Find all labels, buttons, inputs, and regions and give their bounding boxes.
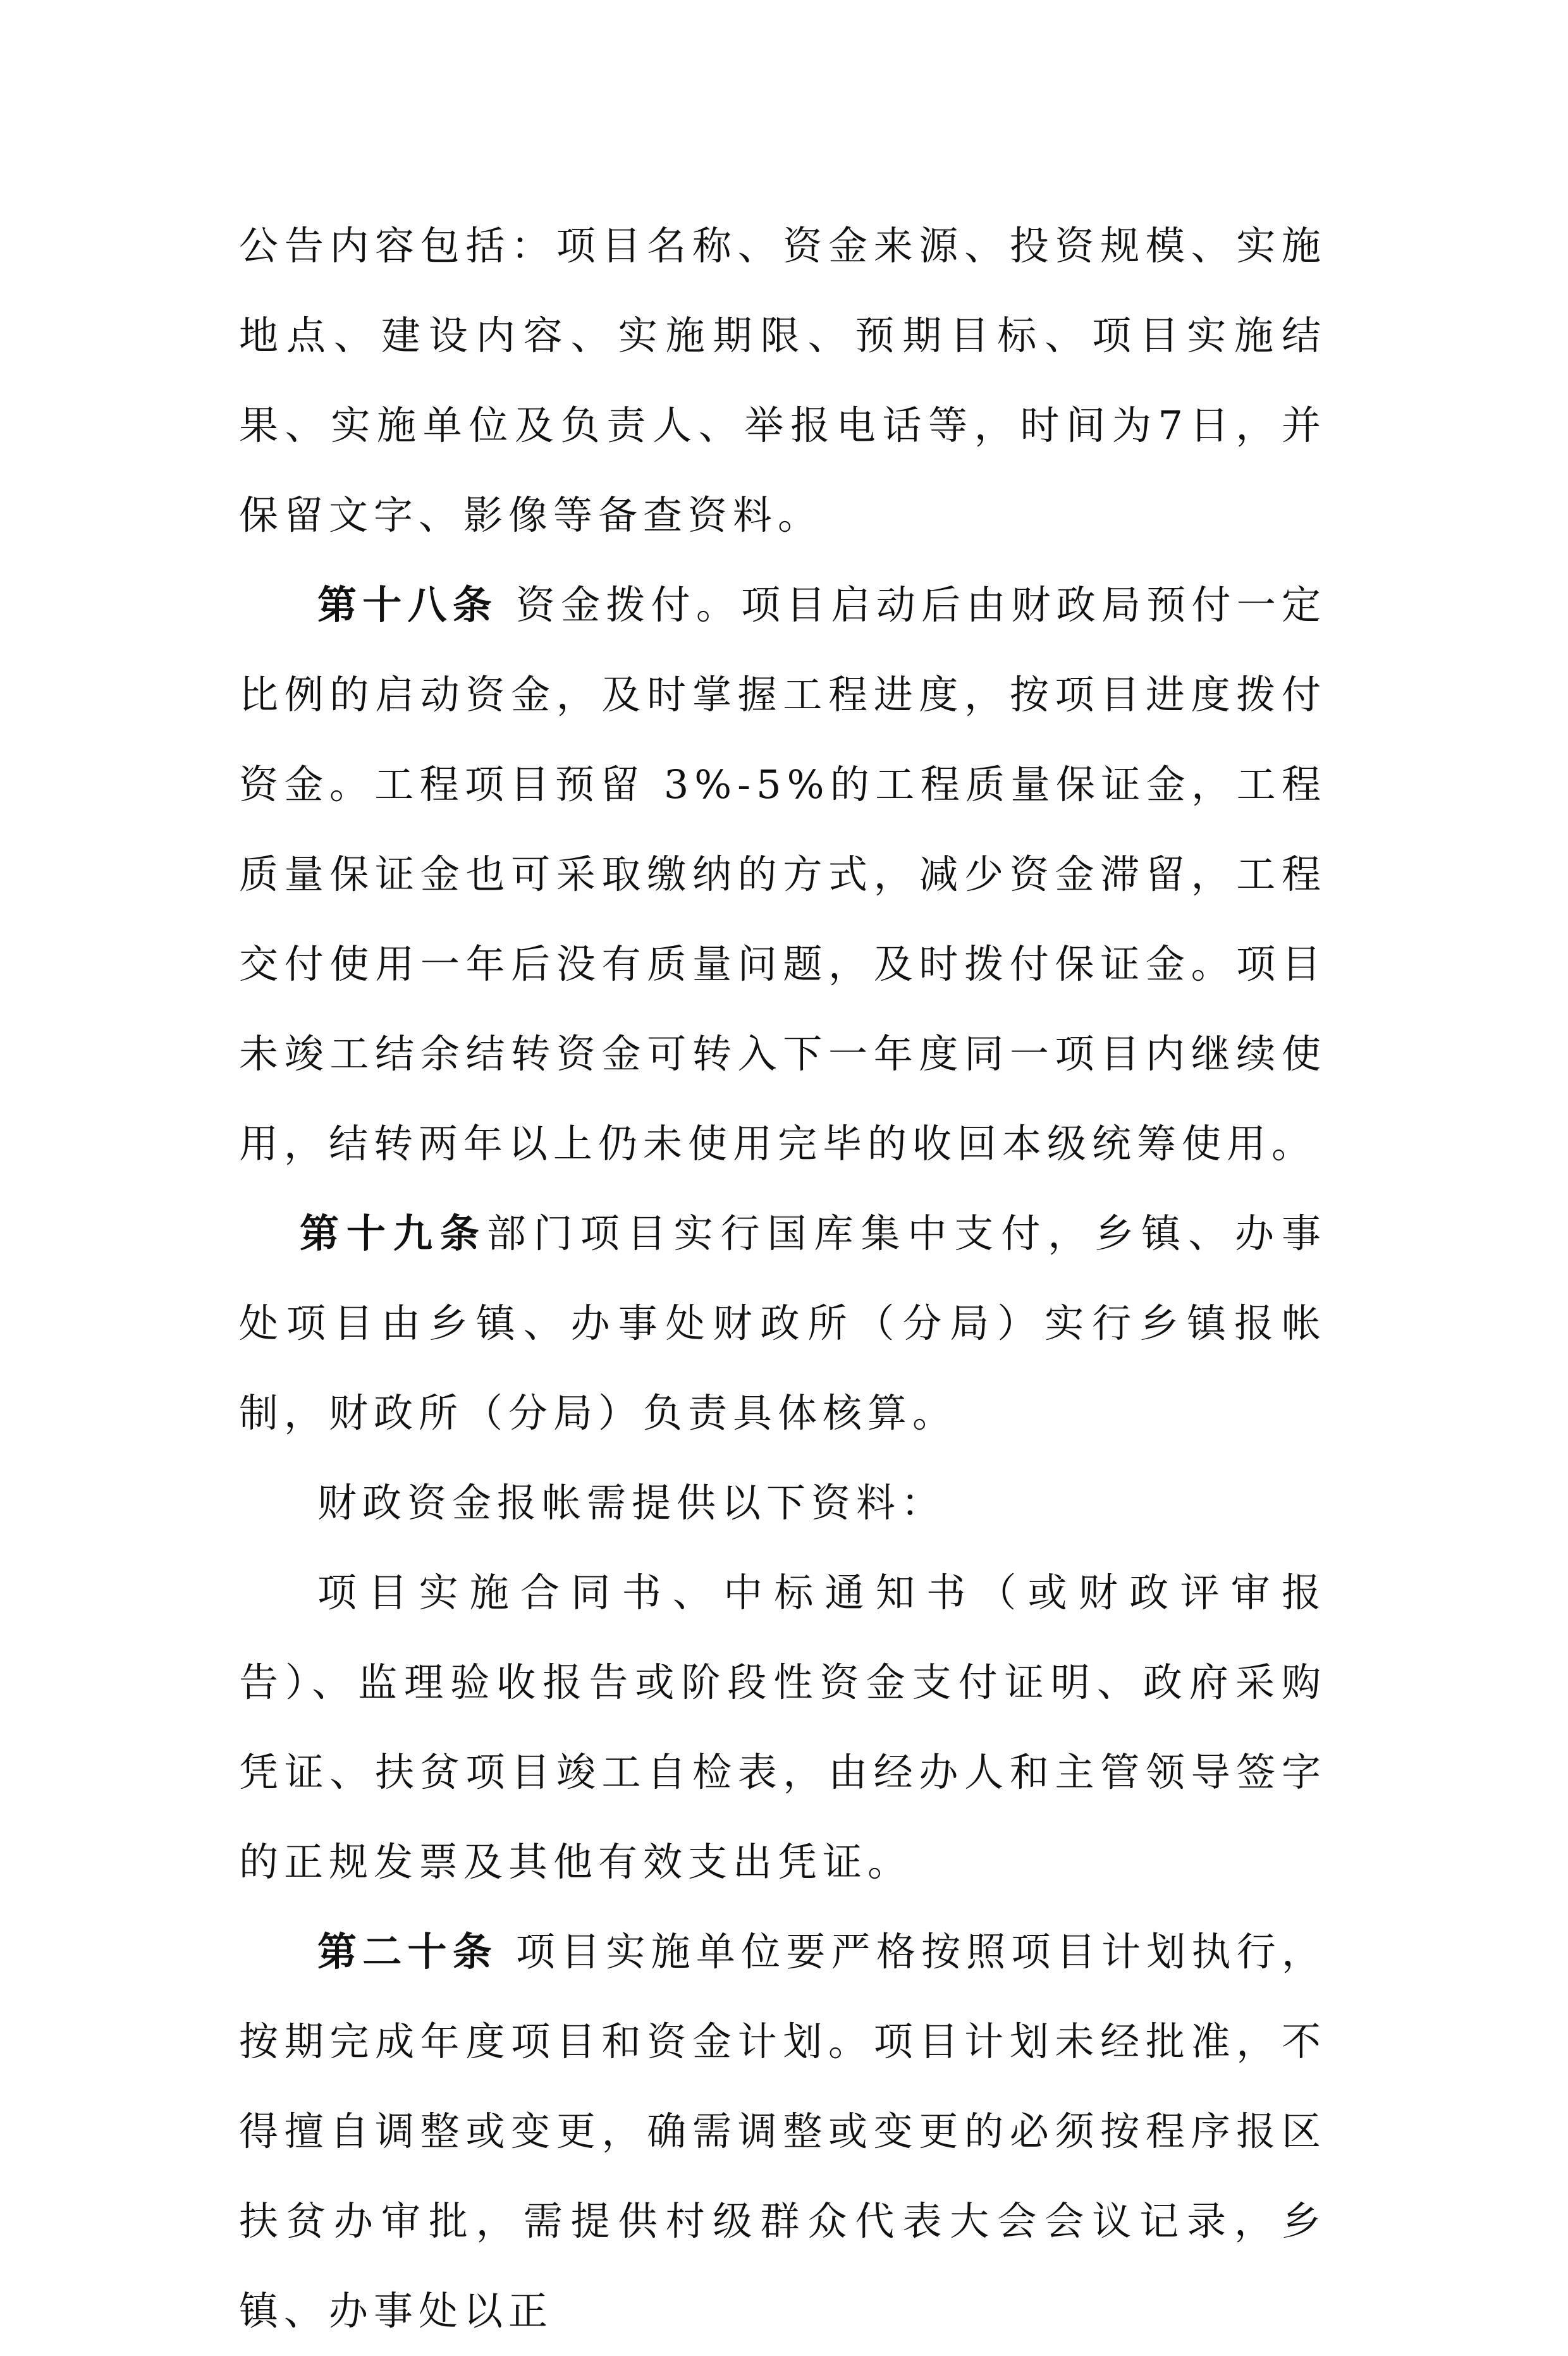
paragraph-text: 资金拨付。项目启动后由财政局预付一定比例的启动资金，及时掌握工程进度，按项目进度拨付资金。工程项目预留 3%-5%的工程质量保证金，工程质量保证金也可采取缴纳的方式，减少资金滞留，工程交付使用一年后没有质量问题，及时拨付保证金。项目未竣工结余结转资金可转入下一年度同一项目内继续使用，结转两年以上仍未使用完毕的收回本级统筹使用。 <box>239 582 1326 1167</box>
article-heading: 第十九条 <box>300 1210 487 1256</box>
paragraph-article-18 <box>239 560 1326 1189</box>
paragraph-text: 项目实施单位要严格按照项目计划执行，按期完成年度项目和资金计划。项目计划未经批准，不得擅自调整或变更，确需调整或变更的必须按程序报区扶贫办审批，需提供村级群众代表大会会议记录，乡镇、办事处以正 <box>239 1929 1326 2334</box>
paragraph-article-20 <box>239 1907 1326 2356</box>
paragraph-announcement-content <box>239 201 1326 560</box>
paragraph-article-19 <box>239 1189 1326 1458</box>
document-body <box>239 201 1326 2356</box>
article-heading: 第十八条 <box>317 582 498 628</box>
paragraph-text: 财政资金报帐需提供以下资料： <box>317 1480 946 1526</box>
article-heading: 第二十条 <box>317 1929 498 1975</box>
paragraph-reimbursement-materials <box>239 1548 1326 1907</box>
paragraph-text: 项目实施合同书、中标通知书（或财政评审报告）、监理验收报告或阶段性资金支付证明、政府采购凭证、扶贫项目竣工自检表，由经办人和主管领导签字的正规发票及其他有效支出凭证。 <box>239 1569 1326 1885</box>
paragraph-text: 部门项目实行国库集中支付，乡镇、办事处项目由乡镇、办事处财政所（分局）实行乡镇报帐制，财政所（分局）负责具体核算。 <box>239 1210 1326 1436</box>
paragraph-text: 公告内容包括：项目名称、资金来源、投资规模、实施地点、建设内容、实施期限、预期目标、项目实施结果、实施单位及负责人、举报电话等，时间为7日，并保留文字、影像等备查资料。 <box>239 223 1326 538</box>
paragraph-reimbursement-intro <box>239 1458 1326 1548</box>
